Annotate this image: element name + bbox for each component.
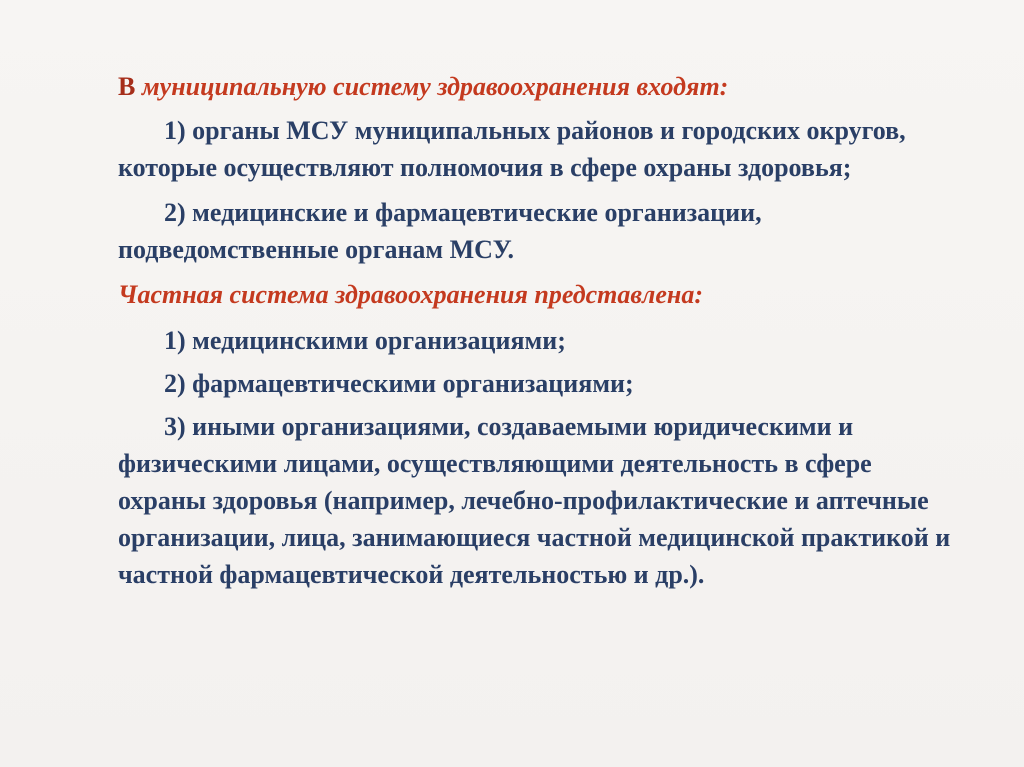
municipal-item-1: 1) органы МСУ муниципальных районов и городских округов, которые осуществляют полномочия в сфере охраны здоровья;: [118, 116, 906, 182]
municipal-heading-text: муниципальную систему здравоохранения входят:: [135, 72, 729, 101]
municipal-heading: [118, 68, 958, 105]
private-item-2: 2) фармацевтическими организациями;: [164, 369, 634, 398]
private-heading: Частная система здравоохранения представлена:: [118, 280, 703, 309]
slide-content: [118, 68, 958, 601]
municipal-item-2: 2) медицинские и фармацевтические организации, подведомственные органам МСУ.: [118, 198, 762, 264]
private-item-3: 3) иными организациями, создаваемыми юридическими и физическими лицами, осуществляющими деятельность в сфере охраны здоровья (например, лечебно-профилактические и аптечные организации, лица, занимающиеся частной медицинской практикой и частной фармацевтической деятельностью и др.).: [118, 412, 951, 589]
private-item-1: 1) медицинскими организациями;: [164, 326, 566, 355]
municipal-heading-lead: В: [118, 72, 136, 101]
